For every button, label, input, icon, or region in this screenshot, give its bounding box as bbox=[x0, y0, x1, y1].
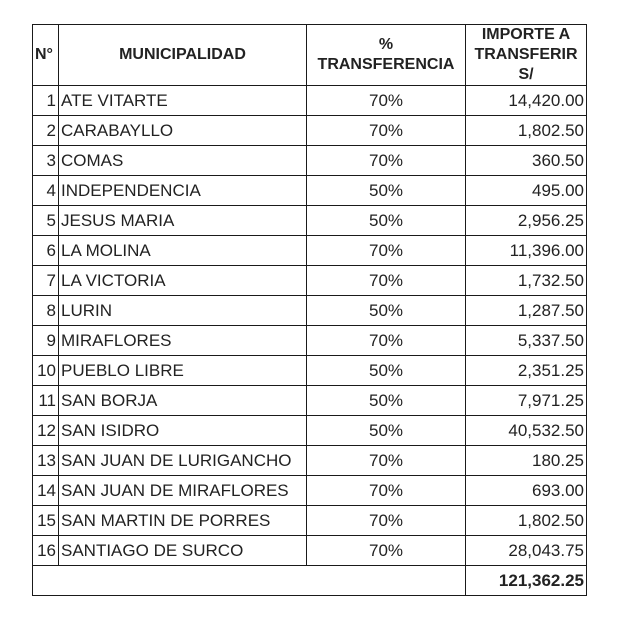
transfer-amount: 5,337.50 bbox=[466, 326, 587, 356]
table-row bbox=[33, 146, 587, 176]
row-number: 3 bbox=[33, 146, 59, 176]
transfer-percent: 50% bbox=[307, 176, 466, 206]
municipality-name: SAN JUAN DE LURIGANCHO bbox=[59, 446, 307, 476]
table-row bbox=[33, 266, 587, 296]
municipality-name: LA MOLINA bbox=[59, 236, 307, 266]
header-percent-line2: TRANSFERENCIA bbox=[317, 56, 455, 73]
table-row bbox=[33, 86, 587, 116]
header-number: N° bbox=[33, 25, 59, 86]
transfer-percent: 70% bbox=[307, 236, 466, 266]
table-row bbox=[33, 236, 587, 266]
transfer-percent: 70% bbox=[307, 86, 466, 116]
municipality-name: SAN BORJA bbox=[59, 386, 307, 416]
total-row bbox=[33, 566, 587, 596]
transfer-percent: 50% bbox=[307, 416, 466, 446]
total-amount: 121,362.25 bbox=[466, 566, 587, 596]
row-number: 7 bbox=[33, 266, 59, 296]
transfer-percent: 50% bbox=[307, 206, 466, 236]
table-row bbox=[33, 386, 587, 416]
table-row bbox=[33, 446, 587, 476]
municipality-name: SAN ISIDRO bbox=[59, 416, 307, 446]
row-number: 15 bbox=[33, 506, 59, 536]
row-number: 16 bbox=[33, 536, 59, 566]
municipality-name: SAN JUAN DE MIRAFLORES bbox=[59, 476, 307, 506]
row-number: 14 bbox=[33, 476, 59, 506]
municipality-name: PUEBLO LIBRE bbox=[59, 356, 307, 386]
row-number: 6 bbox=[33, 236, 59, 266]
row-number: 2 bbox=[33, 116, 59, 146]
transfer-amount: 2,351.25 bbox=[466, 356, 587, 386]
transfer-percent: 70% bbox=[307, 536, 466, 566]
transfer-amount: 40,532.50 bbox=[466, 416, 587, 446]
transfer-percent: 70% bbox=[307, 146, 466, 176]
table-row bbox=[33, 506, 587, 536]
row-number: 8 bbox=[33, 296, 59, 326]
row-number: 11 bbox=[33, 386, 59, 416]
transfer-amount: 1,802.50 bbox=[466, 506, 587, 536]
transfer-percent: 70% bbox=[307, 266, 466, 296]
table-row bbox=[33, 296, 587, 326]
municipality-name: ATE VITARTE bbox=[59, 86, 307, 116]
transfer-percent: 70% bbox=[307, 116, 466, 146]
row-number: 4 bbox=[33, 176, 59, 206]
municipality-name: SANTIAGO DE SURCO bbox=[59, 536, 307, 566]
table-row bbox=[33, 416, 587, 446]
header-municipality: MUNICIPALIDAD bbox=[59, 25, 307, 86]
transfer-amount: 495.00 bbox=[466, 176, 587, 206]
municipality-name: LURIN bbox=[59, 296, 307, 326]
header-row bbox=[33, 25, 587, 86]
total-label-cell bbox=[33, 566, 466, 596]
table-row bbox=[33, 356, 587, 386]
table-row bbox=[33, 536, 587, 566]
row-number: 10 bbox=[33, 356, 59, 386]
header-amount-line3: S/ bbox=[518, 66, 534, 83]
table-row bbox=[33, 326, 587, 356]
transfer-amount: 1,732.50 bbox=[466, 266, 587, 296]
header-percent bbox=[307, 25, 466, 86]
row-number: 13 bbox=[33, 446, 59, 476]
table-row bbox=[33, 476, 587, 506]
transfer-amount: 180.25 bbox=[466, 446, 587, 476]
transfer-percent: 70% bbox=[307, 446, 466, 476]
transfer-amount: 28,043.75 bbox=[466, 536, 587, 566]
table-row bbox=[33, 206, 587, 236]
transfer-percent: 70% bbox=[307, 506, 466, 536]
header-amount-line2: TRANSFERIR bbox=[474, 46, 578, 63]
transfer-amount: 1,287.50 bbox=[466, 296, 587, 326]
transfer-percent: 50% bbox=[307, 386, 466, 416]
table-row bbox=[33, 116, 587, 146]
transfer-amount: 2,956.25 bbox=[466, 206, 587, 236]
transfer-amount: 693.00 bbox=[466, 476, 587, 506]
municipality-name: MIRAFLORES bbox=[59, 326, 307, 356]
row-number: 5 bbox=[33, 206, 59, 236]
municipality-name: SAN MARTIN DE PORRES bbox=[59, 506, 307, 536]
transfer-amount: 7,971.25 bbox=[466, 386, 587, 416]
municipality-name: INDEPENDENCIA bbox=[59, 176, 307, 206]
row-number: 9 bbox=[33, 326, 59, 356]
municipality-name: CARABAYLLO bbox=[59, 116, 307, 146]
header-amount-line1: IMPORTE A bbox=[481, 26, 571, 43]
table-row bbox=[33, 176, 587, 206]
transfer-amount: 1,802.50 bbox=[466, 116, 587, 146]
transfer-percent: 70% bbox=[307, 326, 466, 356]
transfer-percent: 70% bbox=[307, 476, 466, 506]
row-number: 1 bbox=[33, 86, 59, 116]
transfer-table bbox=[32, 24, 587, 596]
header-amount bbox=[466, 25, 587, 86]
municipality-name: COMAS bbox=[59, 146, 307, 176]
municipality-name: LA VICTORIA bbox=[59, 266, 307, 296]
transfer-percent: 50% bbox=[307, 356, 466, 386]
transfer-amount: 14,420.00 bbox=[466, 86, 587, 116]
municipality-name: JESUS MARIA bbox=[59, 206, 307, 236]
header-percent-line1: % bbox=[378, 36, 394, 53]
transfer-amount: 11,396.00 bbox=[466, 236, 587, 266]
row-number: 12 bbox=[33, 416, 59, 446]
transfer-amount: 360.50 bbox=[466, 146, 587, 176]
transfer-percent: 50% bbox=[307, 296, 466, 326]
